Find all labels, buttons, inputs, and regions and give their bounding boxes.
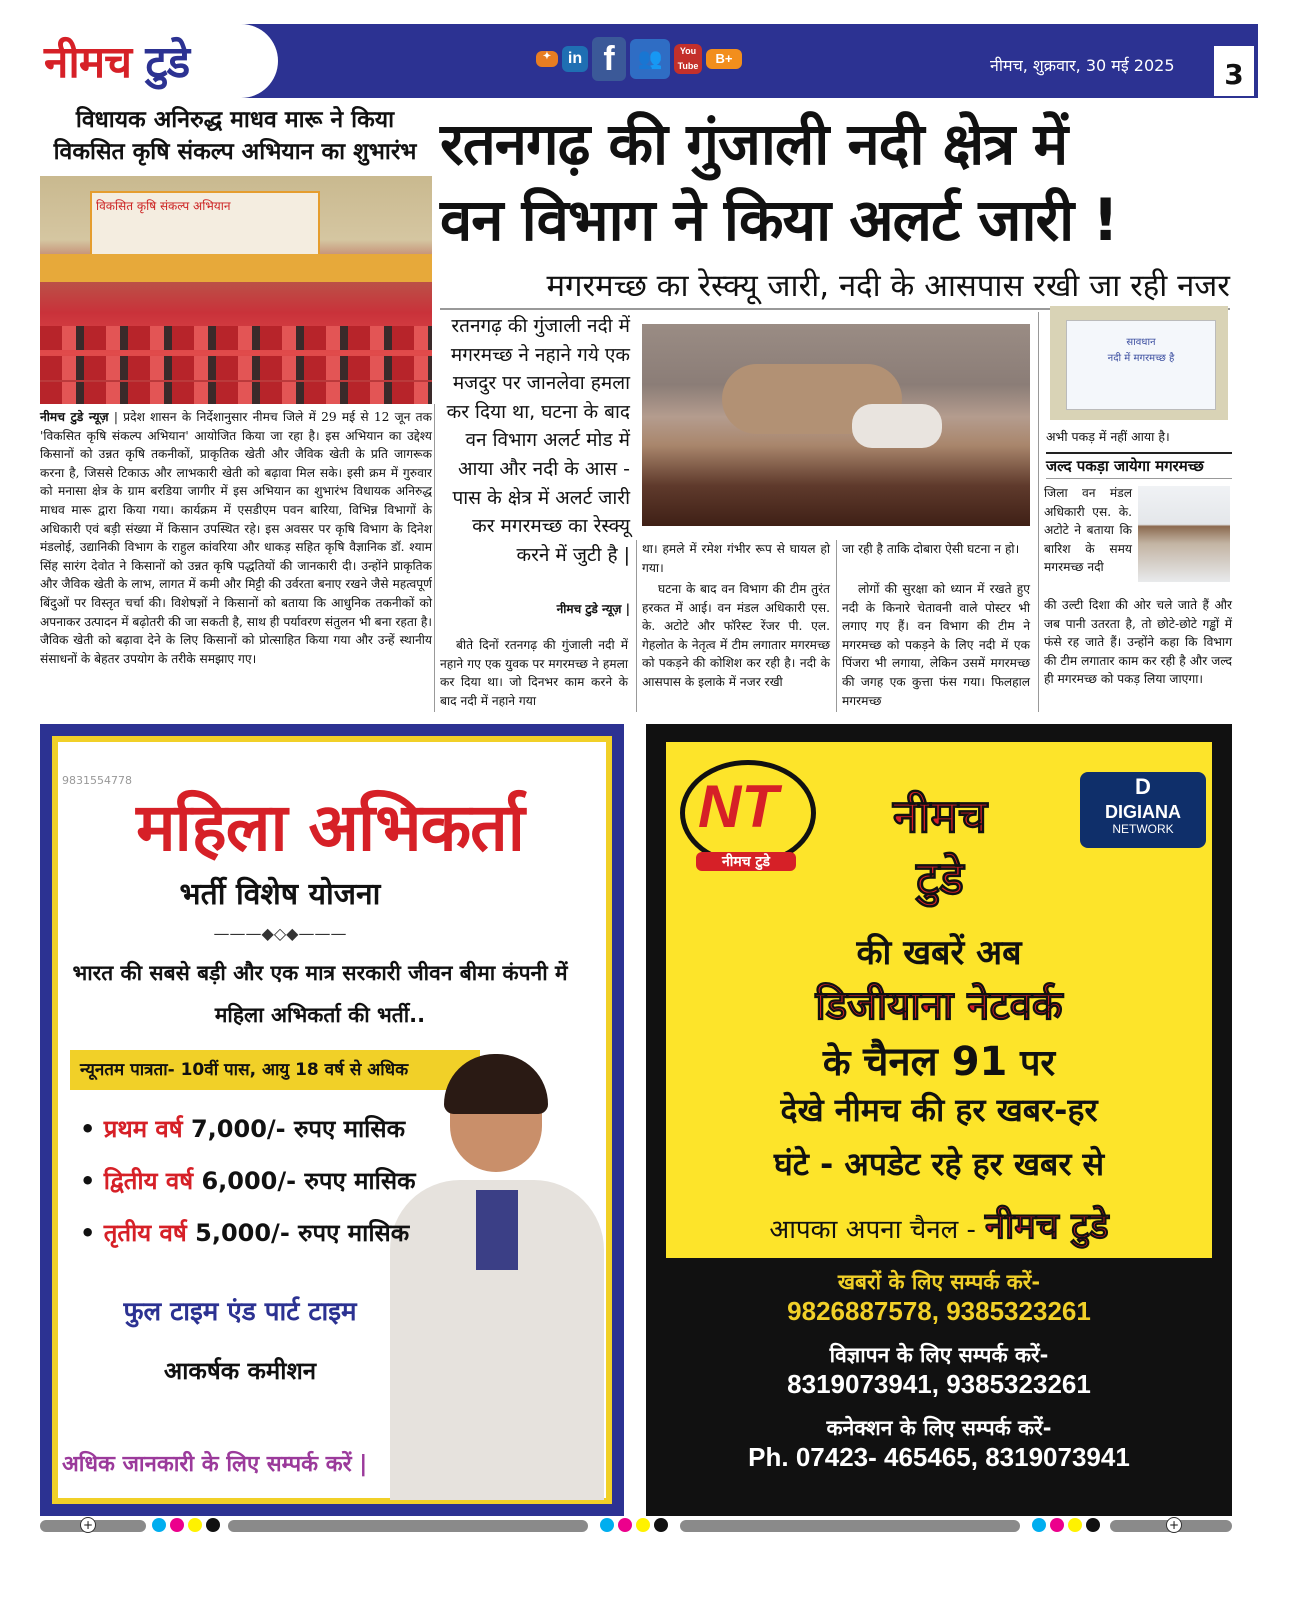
ad-channel-line: घंटे - अपडेट रहे हर खबर से: [773, 1145, 1105, 1183]
injured-man-photo: [642, 324, 1030, 526]
photo-chairs-row: [40, 326, 432, 350]
ad-lic-item: • द्वितीय वर्ष 6,000/- रुपए मासिक: [80, 1167, 416, 1195]
contact-ad-numbers: 8319073941, 9385323261: [787, 1369, 1091, 1399]
side-heading: जल्द पकड़ा जायेगा मगरमच्छ: [1046, 452, 1232, 479]
digiana-logo: [1080, 772, 1206, 848]
ad-lic-commission: आकर्षक कमीशन: [163, 1357, 317, 1385]
main-headline-line1: रतनगढ़ की गुंजाली नदी क्षेत्र में: [440, 110, 1068, 178]
digiana-network: NETWORK: [1112, 822, 1174, 836]
ad-lic-contact: अधिक जानकारी के लिए सम्पर्क करें |: [62, 1452, 368, 1477]
ad-lic-title: महिला अभिकर्ता: [136, 789, 524, 866]
page-number: 3: [1210, 46, 1254, 96]
main-credit: नीमच टुडे न्यूज़ |: [556, 602, 630, 616]
youtube-icon[interactable]: You Tube: [674, 44, 702, 74]
main-intro: रतनगढ़ की गुंजाली नदी में मगरमच्छ ने नहाने गये एक मजदुर पर जानलेवा हमला कर दिया था, घटना के बाद वन विभाग अलर्ट मोड में आया और नदी के आस - पास के क्षेत्र में अलर्ट जारी कर मगरमच्छ का रेस्क्यू करने में जुटी है |: [446, 315, 630, 566]
newspaper-logo: [44, 30, 189, 90]
story-column-3-top: जा रही है ताकि दोबारा ऐसी घटना न हो।: [842, 542, 1020, 556]
main-subheadline: मगरमच्छ का रेस्क्यू जारी, नदी के आसपास रखी जा रही नजर: [440, 266, 1230, 310]
ad-channel-line: की खबरें अब: [856, 933, 1022, 973]
story-column-2-top: था। हमले में रमेश गंभीर रूप से घायल हो गया।: [642, 542, 830, 575]
magenta-dot: [1050, 1518, 1064, 1532]
registration-mark-icon: +: [1166, 1517, 1182, 1533]
linkedin-icon[interactable]: in: [562, 46, 588, 72]
ad-lic-item: • तृतीय वर्ष 5,000/- रुपए मासिक: [80, 1219, 410, 1247]
photo-stage-banner: विकसित कृषि संकल्प अभियान: [90, 191, 320, 261]
ad-lic-ornament: ———◆◇◆———: [213, 924, 347, 943]
ad-channel-title-line1: नीमच: [892, 789, 988, 843]
photo-chairs-row: [40, 382, 432, 404]
warning-sign-title: सावधान: [1126, 337, 1156, 348]
ad-lic-item-label: द्वितीय वर्ष: [103, 1167, 194, 1195]
ad-lic-item-amount: 5,000/- रुपए मासिक: [195, 1219, 410, 1247]
ad-lic-paragraph: भारत की सबसे बड़ी और एक मात्र सरकारी जीवन बीमा कंपनी में महिला अभिकर्ता की भर्ती..: [72, 961, 568, 1027]
nt-logo-caption: नीमच टुडे: [696, 852, 796, 871]
issue-date: नीमच, शुक्रवार, 30 मई 2025: [990, 56, 1175, 75]
yellow-dot: [636, 1518, 650, 1532]
magenta-dot: [618, 1518, 632, 1532]
left-story-headline: विधायक अनिरुद्ध माधव मारू ने किया विकसित कृषि संकल्प अभियान का शुभारंभ: [53, 107, 417, 165]
contact-news-numbers: 9826887578, 9385323261: [787, 1296, 1091, 1326]
sign-caption: अभी पकड़ में नहीं आया है।: [1046, 429, 1170, 444]
warning-sign-card: [1066, 320, 1216, 410]
event-photo: [40, 176, 432, 404]
column-divider: [434, 404, 435, 712]
people-icon[interactable]: 👥: [630, 39, 670, 79]
yellow-dot: [1068, 1518, 1082, 1532]
story-column-3: लोगों की सुरक्षा को ध्यान में रखते हुए नदी के किनारे चेतावनी वाले पोस्टर भी लगाए गए हैं। वन विभाग की टीम ने मगरमच्छ को पकड़ने के लिए नदी में एक पिंजरा भी लगाया, लेकिन उसमें मगरमच्छ की जगह एक कुत्ता फंस गया। फिलहाल मगरमच्छ: [842, 582, 1030, 708]
story-column-1: बीते दिनों रतनगढ़ की गुंजाली नदी में नहाने गए एक युवक पर मगरमच्छ ने हमला कर दिया था। जो दिनभर काम करने के बाद नदी में नहाने गया: [440, 638, 628, 708]
registration-gray-bar: [680, 1520, 1020, 1532]
left-story-byline: नीमच टुडे न्यूज़: [40, 410, 109, 424]
officer-column-top: जिला वन मंडल अधिकारी एस. के. अटोटे ने बताया कि बारिश के समय मगरमच्छ नदी: [1044, 486, 1132, 575]
photo-stage: [40, 254, 432, 282]
magenta-dot: [170, 1518, 184, 1532]
ad-channel-number: चैनल 91: [863, 1039, 1008, 1085]
digiana-name: DIGIANA: [1105, 802, 1181, 822]
main-headline-line2: वन विभाग ने किया अलर्ट जारी !: [440, 186, 1118, 254]
digiana-mark: D: [1135, 774, 1151, 799]
warning-sign-photo: [1050, 306, 1228, 420]
contact-connection-numbers: Ph. 07423- 465465, 8319073941: [748, 1442, 1130, 1472]
registration-mark-icon: +: [80, 1517, 96, 1533]
left-story-body: नीमच टुडे न्यूज़ | प्रदेश शासन के निर्देशानुसार नीमच जिले में 29 मई से 12 जून तक 'विकसित कृषि संकल्प अभियान' आयोजित किया जा रहा है। इस अभियान का उद्देश्य किसानों को उन्नत कृषि तकनीकों, प्राकृतिक खेती और जैविक खेती के प्रति जागरूक करना है, जिससे टिकाऊ और लाभकारी खेती को बढ़ावा मिल सके। इसी क्रम में गुरुवार को मनासा क्षेत्र के ग्राम बरडिया जागीर में इस अभियान का शुभारंभ विधायक अनिरुद्ध माधव मारू द्वारा किया गया। कार्यक्रम में एसडीएम पवन बारिया, विभिन्न विभागों के अधिकारी एवं बड़ी संख्या में किसान उपस्थित रहे। इस अवसर पर कृषि विभाग के दिनेश मंडलोई, उद्यानिकी विभाग के राहुल कांवरिया और धाकड़ सहित कृषि वैज्ञानिक डॉ. श्याम सिंह सारंग देवोत ने किसानों को उन्नत कृषि पद्धतियों की जानकारी दी। उन्होंने प्राकृतिक और जैविक खेती के लाभ, लागत में कमी और मिट्टी की उर्वरता बनाए रखने जैसे महत्वपूर्ण बिंदुओं पर विस्तृत चर्चा की। विशेषज्ञों ने किसानों को बताया कि आधुनिक तकनीकों को अपनाकर उत्पादन में बढ़ोतरी की जा सकती है, साथ ही पर्यावरण संतुलन भी बना रहता है। जैविक खेती को बढ़ावा देने के लिए किसानों को प्रोत्साहित किया गया और उन्हें स्थानीय संसाधनों के बेहतर उपयोग के तरीके समझाए गए।: [40, 410, 432, 666]
story-column-2: घटना के बाद वन विभाग की टीम तुरंत हरकत में आई। वन मंडल अधिकारी एस. के. अटोटे और फॉरेस्ट रेंजर पी. एल. गेहलोत के नेतृत्व में टीम लगातार मगरमच्छ को पकड़ने की कोशिश कर रही है। नदी के आसपास के इलाके में नजर रखी: [642, 582, 830, 689]
contact-ad-label: विज्ञापन के लिए सम्पर्क करें-: [829, 1343, 1049, 1367]
ad-lic-item-amount: 7,000/- रुपए मासिक: [190, 1115, 406, 1143]
facebook-icon[interactable]: f: [592, 37, 626, 81]
nt-logo-letters: NT: [698, 773, 778, 840]
column-divider: [636, 540, 637, 712]
ad-lic-item-amount: 6,000/- रुपए मासिक: [201, 1167, 416, 1195]
cyan-dot: [152, 1518, 166, 1532]
ad-lic-eligibility: न्यूनतम पात्रता- 10वीं पास, आयु 18 वर्ष से अधिक: [70, 1050, 480, 1090]
column-divider: [1038, 312, 1039, 712]
ad-lic-fulltime: फुल टाइम एंड पार्ट टाइम: [123, 1297, 357, 1327]
ad-channel-line: [666, 1032, 1212, 1087]
officer-column-bottom: की उल्टी दिशा की ओर चले जाते हैं और जब पानी उतरता है, तो छोटे-छोटे गड्ढों में फंसे रह जाते हैं। उन्होंने कहा कि विभाग की टीम लगातार काम कर रही है और जल्द ही मगरमच्छ को पकड़ लिया जाएगा।: [1044, 598, 1232, 687]
rss-icon[interactable]: ✦: [536, 51, 558, 67]
ad-channel-line: देखे नीमच की हर खबर-हर: [780, 1091, 1098, 1129]
ad-channel-tagline: आपका अपना चैनल -: [769, 1215, 976, 1245]
ad-channel-line: [666, 1200, 1212, 1249]
ad-channel-line-part: के: [822, 1043, 851, 1084]
cyan-dot: [600, 1518, 614, 1532]
ad-watermark: 9831554778: [62, 774, 132, 787]
contact-news-label: खबरों के लिए सम्पर्क करें-: [837, 1270, 1041, 1294]
yellow-dot: [188, 1518, 202, 1532]
ad-channel-title-line2: टुडे: [916, 851, 964, 905]
warning-sign-text: नदी में मगरमच्छ है: [1107, 353, 1175, 364]
woman-hair: [444, 1054, 548, 1114]
cyan-dot: [1032, 1518, 1046, 1532]
officer-photo: [1138, 486, 1230, 582]
contact-connection-label: कनेक्शन के लिए सम्पर्क करें-: [826, 1416, 1052, 1440]
ad-channel-line: डिजीयाना नेटवर्क: [815, 983, 1063, 1029]
print-registration-bar: [40, 1518, 1232, 1532]
ad-lic-item-label: प्रथम वर्ष: [103, 1115, 183, 1143]
main-headline: [440, 106, 1240, 258]
social-icons: [536, 36, 742, 82]
logo-text-blue: टुडे: [145, 37, 190, 88]
registration-gray-bar: [228, 1520, 588, 1532]
photo-chairs-row: [40, 356, 432, 380]
ad-lic-item-label: तृतीय वर्ष: [103, 1219, 187, 1247]
ad-channel-contacts: [666, 1262, 1212, 1502]
black-dot: [1086, 1518, 1100, 1532]
ad-channel-line-part: पर: [1019, 1043, 1056, 1084]
nt-logo: [680, 760, 810, 880]
ad-lic-subtitle: भर्ती विशेष योजना: [179, 877, 381, 912]
photo-bandage: [852, 404, 942, 448]
black-dot: [654, 1518, 668, 1532]
black-dot: [206, 1518, 220, 1532]
ad-lic-item: • प्रथम वर्ष 7,000/- रुपए मासिक: [80, 1115, 406, 1143]
left-story-text: प्रदेश शासन के निर्देशानुसार नीमच जिले में 29 मई से 12 जून तक 'विकसित कृषि संकल्प अभियान' आयोजित किया जा रहा है। इस अभियान का उद्देश्य किसानों को उन्नत कृषि तकनीकों, प्राकृतिक खेती और जैविक खेती के प्रति जागरूक करना है, जिससे टिकाऊ और लाभकारी खेती को बढ़ावा मिल सके। इसी क्रम में गुरुवार को मनासा क्षेत्र के ग्राम बरडिया जागीर में इस अभियान का शुभारंभ विधायक अनिरुद्ध माधव मारू द्वारा किया गया। कार्यक्रम में एसडीएम पवन बारिया, विभिन्न विभागों के अधिकारी एवं बड़ी संख्या में किसान उपस्थित रहे। इस अवसर पर कृषि विभाग के दिनेश मंडलोई, उद्यानिकी विभाग के राहुल कांवरिया और धाकड़ सहित कृषि वैज्ञानिक डॉ. श्याम सिंह सारंग देवोत ने किसानों को उन्नत कृषि पद्धतियों की जानकारी दी। उन्होंने प्राकृतिक और जैविक खेती के लाभ, लागत में कमी और मिट्टी की उर्वरता बनाए रखने जैसे महत्वपूर्ण बिंदुओं पर विस्तृत चर्चा की। विशेषज्ञों ने किसानों को बताया कि आधुनिक तकनीकों को अपनाकर उत्पादन में बढ़ोतरी की जा सकती है, साथ ही पर्यावरण संतुलन भी बना रहता है। जैविक खेती को बढ़ावा देने के लिए किसानों को प्रोत्साहित किया गया और उन्हें स्थानीय संसाधनों के बेहतर उपयोग के तरीके समझाए गए।: [40, 410, 432, 666]
column-divider: [836, 540, 837, 712]
ad-channel-brand: नीमच टुडे: [985, 1206, 1109, 1247]
blogger-icon[interactable]: B+: [706, 49, 742, 69]
logo-text-red: नीमच: [44, 37, 132, 88]
